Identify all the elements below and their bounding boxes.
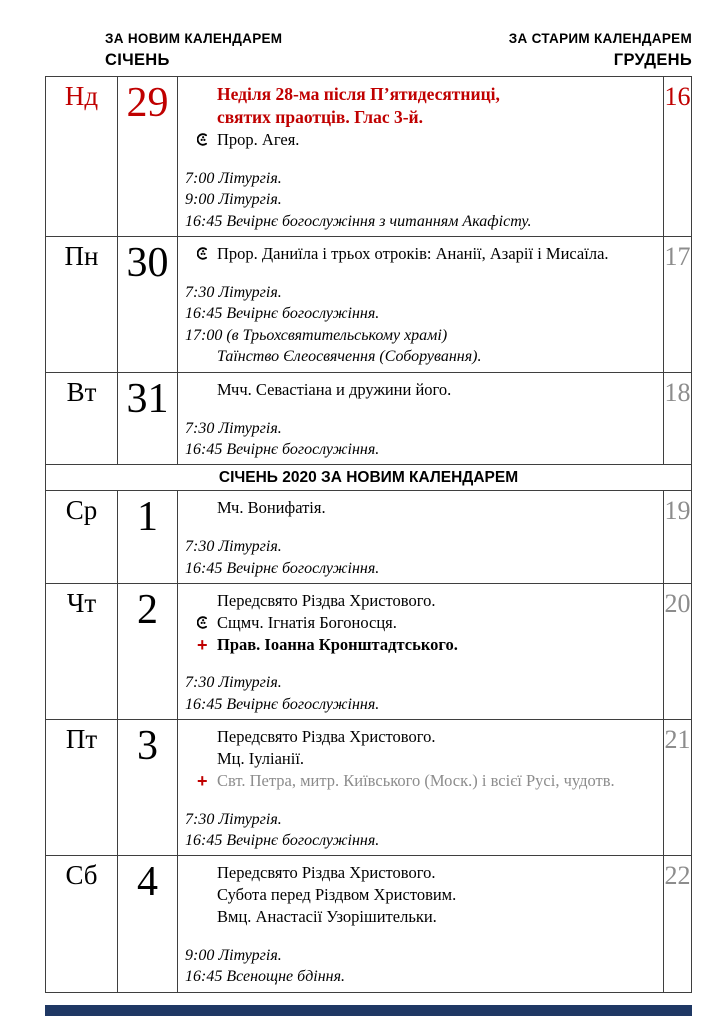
- service-times: [185, 809, 659, 852]
- service-line: 7:30 Літургія.: [185, 538, 282, 556]
- new-date-cell: 4: [118, 856, 178, 991]
- service-line: Таїнство Єлеосвячення (Соборування).: [185, 348, 482, 366]
- feast-text: Мц. Іуліанії.: [217, 749, 305, 768]
- feast-text: Свт. Петра, митр. Київського (Моск.) і всієї Русі, чудотв.: [217, 770, 615, 790]
- feast-line: [185, 634, 659, 656]
- new-month-label: СІЧЕНЬ: [105, 51, 170, 69]
- feast-text: Субота перед Різдвом Христовим.: [217, 885, 457, 905]
- feast-line: [185, 379, 659, 401]
- feast-line: [185, 129, 659, 151]
- feast-text: Неділя 28-ма після П’ятидесятниці,: [217, 84, 500, 104]
- feasts-cell: [178, 720, 664, 855]
- feast-text: Передсвято Різдва Христового.: [217, 727, 436, 747]
- feast-line: [185, 497, 659, 519]
- service-line: 16:45 Вечірнє богослужіння.: [185, 440, 380, 458]
- typikon-sign-icon: [197, 612, 217, 634]
- feast-line: [185, 770, 659, 792]
- new-date-cell: 2: [118, 584, 178, 719]
- feasts-cell: [178, 77, 664, 236]
- calendar-day-row: [46, 720, 691, 856]
- red-cross-glyph: +: [197, 770, 208, 791]
- feast-text: Передсвято Різдва Христового.: [217, 591, 436, 611]
- calendar-day-row: [46, 373, 691, 466]
- feast-line: [185, 243, 659, 265]
- service-times: [185, 945, 659, 988]
- old-date-cell: 19: [664, 496, 691, 526]
- feast-text: Сщмч. Ігнатія Богоносця.: [217, 612, 397, 632]
- calendar-day-row: [46, 856, 691, 991]
- feasts-cell: [178, 491, 664, 583]
- service-line: 16:45 Вечірнє богослужіння.: [185, 559, 380, 577]
- weekday-cell: Нд: [46, 77, 118, 236]
- feasts-cell: [178, 584, 664, 719]
- feast-text: Вмц. Анастасії Узорішительки.: [217, 906, 437, 926]
- weekday-cell: Ср: [46, 491, 118, 583]
- old-date-cell: 21: [664, 725, 691, 755]
- calendar-day-row: [46, 77, 691, 237]
- service-line: 16:45 Вечірнє богослужіння.: [185, 305, 380, 323]
- feast-line: [185, 83, 659, 106]
- feast-line: [185, 590, 659, 612]
- service-line: 7:30 Літургія.: [185, 419, 282, 437]
- feast-line: [185, 884, 659, 906]
- feast-text: Прав. Іоанна Кронштадтського.: [217, 634, 458, 654]
- red-cross-glyph: +: [197, 634, 208, 655]
- weekday-cell: Чт: [46, 584, 118, 719]
- feast-line: [185, 748, 659, 770]
- new-date-cell: 3: [118, 720, 178, 855]
- service-line: 16:45 Вечірнє богослужіння з читанням Акафісту.: [185, 212, 532, 230]
- feast-text: Передсвято Різдва Христового.: [217, 863, 436, 883]
- old-date-cell: 16: [664, 82, 691, 111]
- service-line: 16:45 Вечірнє богослужіння.: [185, 695, 380, 713]
- old-calendar-header: [509, 31, 692, 70]
- new-calendar-header: [45, 31, 282, 70]
- weekday-cell: Пт: [46, 720, 118, 855]
- service-times: [185, 536, 659, 579]
- service-line: 7:30 Літургія.: [185, 810, 282, 828]
- typikon-sign-icon: [197, 243, 217, 265]
- footer-separator-bar: [45, 1005, 692, 1016]
- service-times: [185, 168, 659, 232]
- feast-text: Прор. Агея.: [217, 130, 300, 150]
- red-cross-icon: [197, 634, 217, 656]
- feast-text: святих праотців. Глас 3-й.: [217, 107, 423, 128]
- calendar-day-row: [46, 491, 691, 584]
- service-line: 7:30 Літургія.: [185, 284, 282, 302]
- typikon-sign-icon: [197, 129, 217, 151]
- old-date-cell: 17: [664, 242, 691, 272]
- old-date-cell: 18: [664, 377, 691, 407]
- service-line: 9:00 Літургія.: [185, 946, 282, 964]
- feasts-cell: [178, 373, 664, 465]
- service-line: 7:30 Літургія.: [185, 674, 282, 692]
- feasts-cell: [178, 856, 664, 991]
- weekday-cell: Сб: [46, 856, 118, 991]
- service-line: 16:45 Вечірнє богослужіння.: [185, 831, 380, 849]
- feasts-cell: [178, 237, 664, 372]
- service-line: 7:00 Літургія.: [185, 169, 282, 187]
- service-times: [185, 672, 659, 715]
- calendar-header: [45, 31, 692, 70]
- calendar-day-row: [46, 584, 691, 720]
- feast-line: [185, 106, 659, 129]
- service-times: [185, 282, 659, 368]
- weekday-cell: Пн: [46, 237, 118, 372]
- new-date-cell: 29: [118, 77, 178, 236]
- old-month-label: ГРУДЕНЬ: [613, 51, 692, 69]
- new-date-cell: 1: [118, 491, 178, 583]
- feast-text: Мч. Вонифатія.: [217, 498, 326, 518]
- new-date-cell: 30: [118, 237, 178, 372]
- service-line: 9:00 Літургія.: [185, 191, 282, 209]
- feast-text: Мчч. Севастіана и дружини його.: [217, 379, 452, 399]
- service-times: [185, 418, 659, 461]
- new-calendar-label: ЗА НОВИМ КАЛЕНДАРЕМ: [105, 31, 283, 46]
- old-date-cell: 22: [664, 861, 691, 891]
- calendar-day-row: [46, 237, 691, 373]
- feast-line: [185, 726, 659, 748]
- feast-line: [185, 906, 659, 928]
- feast-line: [185, 862, 659, 884]
- service-line: 16:45 Всенощне бдіння.: [185, 968, 346, 986]
- feast-line: [185, 612, 659, 634]
- new-date-cell: 31: [118, 373, 178, 465]
- weekday-cell: Вт: [46, 373, 118, 465]
- month-banner-row: СІЧЕНЬ 2020 ЗА НОВИМ КАЛЕНДАРЕМ: [46, 465, 691, 491]
- red-cross-icon: [197, 770, 217, 792]
- old-date-cell: 20: [664, 589, 691, 619]
- calendar-table: [45, 76, 692, 993]
- feast-text: Прор. Даниїла і трьох отроків: Ананії, Азарії і Мисаїла.: [217, 244, 609, 264]
- service-line: 17:00 (в Трьохсвятительському храмі): [185, 326, 448, 344]
- old-calendar-label: ЗА СТАРИМ КАЛЕНДАРЕМ: [508, 31, 692, 46]
